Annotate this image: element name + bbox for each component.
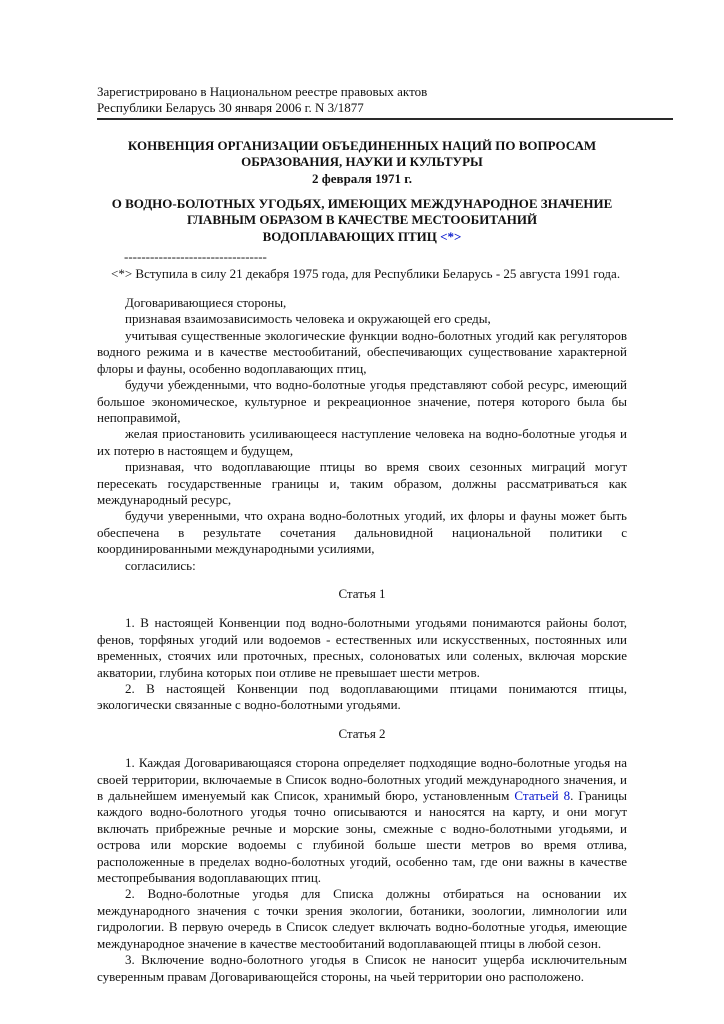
article-1-heading: Статья 1: [338, 585, 386, 601]
preamble-paragraph-2: признавая взаимозависимость человека и окружающей его среды,: [125, 311, 491, 327]
article-2-body: [97, 755, 627, 985]
footnote-separator: ---------------------------------: [124, 249, 267, 265]
title-line-2: ОБРАЗОВАНИЯ, НАУКИ И КУЛЬТУРЫ: [241, 154, 483, 170]
article-2-heading: Статья 2: [338, 725, 386, 741]
subtitle-line-2: ГЛАВНЫМ ОБРАЗОМ В КАЧЕСТВЕ МЕСТООБИТАНИЙ: [186, 212, 538, 228]
footnote-text: Вступила в силу 21 декабря 1975 года, для Республики Беларусь - 25 августа 1991 года.: [135, 265, 621, 281]
header-divider: [97, 118, 673, 120]
article-2-paragraph-3: 3. Включение водно-болотного угодья в Список не наносит ущерба исключительным суверенным правам Договаривающейся стороны, на чьей территории оно расположено.: [97, 952, 627, 984]
preamble-paragraph-4: будучи убежденными, что водно-болотные угодья представляют собой ресурс, имеющий большое экономическое, культурное и рекреационное значение, потеря которого была бы непоправимой,: [97, 377, 627, 425]
article-2-paragraph-1-pre: 1. Каждая Договаривающаяся сторона определяет подходящие водно-болотные угодья на своей территории, включаемые в Список водно-болотных угодий международного значения, и в дальнейшем именуемый как Список, хранимый бюро, установленным: [97, 755, 627, 804]
preamble-paragraph-3: учитывая существенные экологические функции водно-болотных угодий как регуляторов водного режима и в качестве местообитаний, обеспечивающих существование характерной флоры и фауны, особенно водоплавающих птиц,: [97, 327, 627, 376]
footnote-ref-link[interactable]: <*>: [440, 228, 462, 244]
document-title: [97, 138, 627, 187]
preamble-paragraph-8: согласились:: [125, 557, 196, 573]
preamble-paragraph-7: будучи уверенными, что охрана водно-болотных угодий, их флоры и фауны может быть обеспечена в результате сочетания дальновидной национальной политики с координированными международными усилиями,: [97, 508, 627, 557]
subtitle-line-3: [97, 229, 627, 245]
registration-line-1: Зарегистрировано в Национальном реестре правовых актов: [97, 84, 428, 99]
title-line-1: КОНВЕНЦИЯ ОРГАНИЗАЦИИ ОБЪЕДИНЕННЫХ НАЦИЙ ПО ВОПРОСАМ: [127, 137, 597, 153]
preamble: [97, 295, 627, 574]
footnote: [97, 266, 627, 282]
registration-header: [97, 84, 627, 117]
article-1-paragraph-1: 1. В настоящей Конвенции под водно-болотными угодьями понимаются районы болот, фенов, торфяных угодий или водоемов - естественных или искусственных, постоянных или временных, стоячих или проточных, пресных, солоноватых или соленых, включая морские акватории, глубина которых пои отливе не превышает шести метров.: [97, 615, 627, 680]
preamble-paragraph-6: признавая, что водоплавающие птицы во время своих сезонных миграций могут пересекать государственные границы и, таким образом, должны рассматриваться как международный ресурс,: [97, 459, 627, 507]
document-subtitle: [97, 196, 627, 245]
article-1-body: [97, 615, 627, 713]
document-page: [97, 84, 627, 985]
subtitle-line-3-text: ВОДОПЛАВАЮЩИХ ПТИЦ: [262, 228, 437, 244]
article-2-paragraph-1: [97, 755, 627, 886]
article-8-link[interactable]: Статьей 8: [514, 788, 571, 804]
preamble-paragraph-5: желая приостановить усиливающееся наступление человека на водно-болотные угодья и их потерю в настоящем и будущем,: [97, 426, 627, 458]
subtitle-line-1: О ВОДНО-БОЛОТНЫХ УГОДЬЯХ, ИМЕЮЩИХ МЕЖДУНАРОДНОЕ ЗНАЧЕНИЕ: [111, 196, 613, 212]
footnote-marker: <*>: [111, 265, 133, 281]
article-1-paragraph-2: 2. В настоящей Конвенции под водоплавающими птицами понимаются птицы, экологически связанные с водно-болотными угодьями.: [97, 681, 627, 713]
article-2-paragraph-2: 2. Водно-болотные угодья для Списка должны отбираться на основании их международного значения с точки зрения экологии, ботаники, зоологии, лимнологии или гидрологии. В первую очередь в Список следует включать водно-болотные угодья, имеющие международное значение в качестве местообитаний водоплавающей птицы в любой сезон.: [97, 886, 627, 951]
registration-line-2: Республики Беларусь 30 января 2006 г. N 3/1877: [97, 100, 364, 116]
preamble-paragraph-1: Договаривающиеся стороны,: [125, 295, 287, 311]
article-2-paragraph-1-post: . Границы каждого водно-болотного угодья точно описываются и наносятся на карту, и они могут включать прибрежные речные и морские зоны, смежные с водно-болотными угодьями, и острова или морские водоемы с глубиной больше шести метров во время отлива, расположенные в пределах водно-болотных угодий, особенно там, где они важны в качестве местопребывания водоплавающих птиц.: [97, 788, 627, 886]
title-date: 2 февраля 1971 г.: [312, 170, 412, 186]
